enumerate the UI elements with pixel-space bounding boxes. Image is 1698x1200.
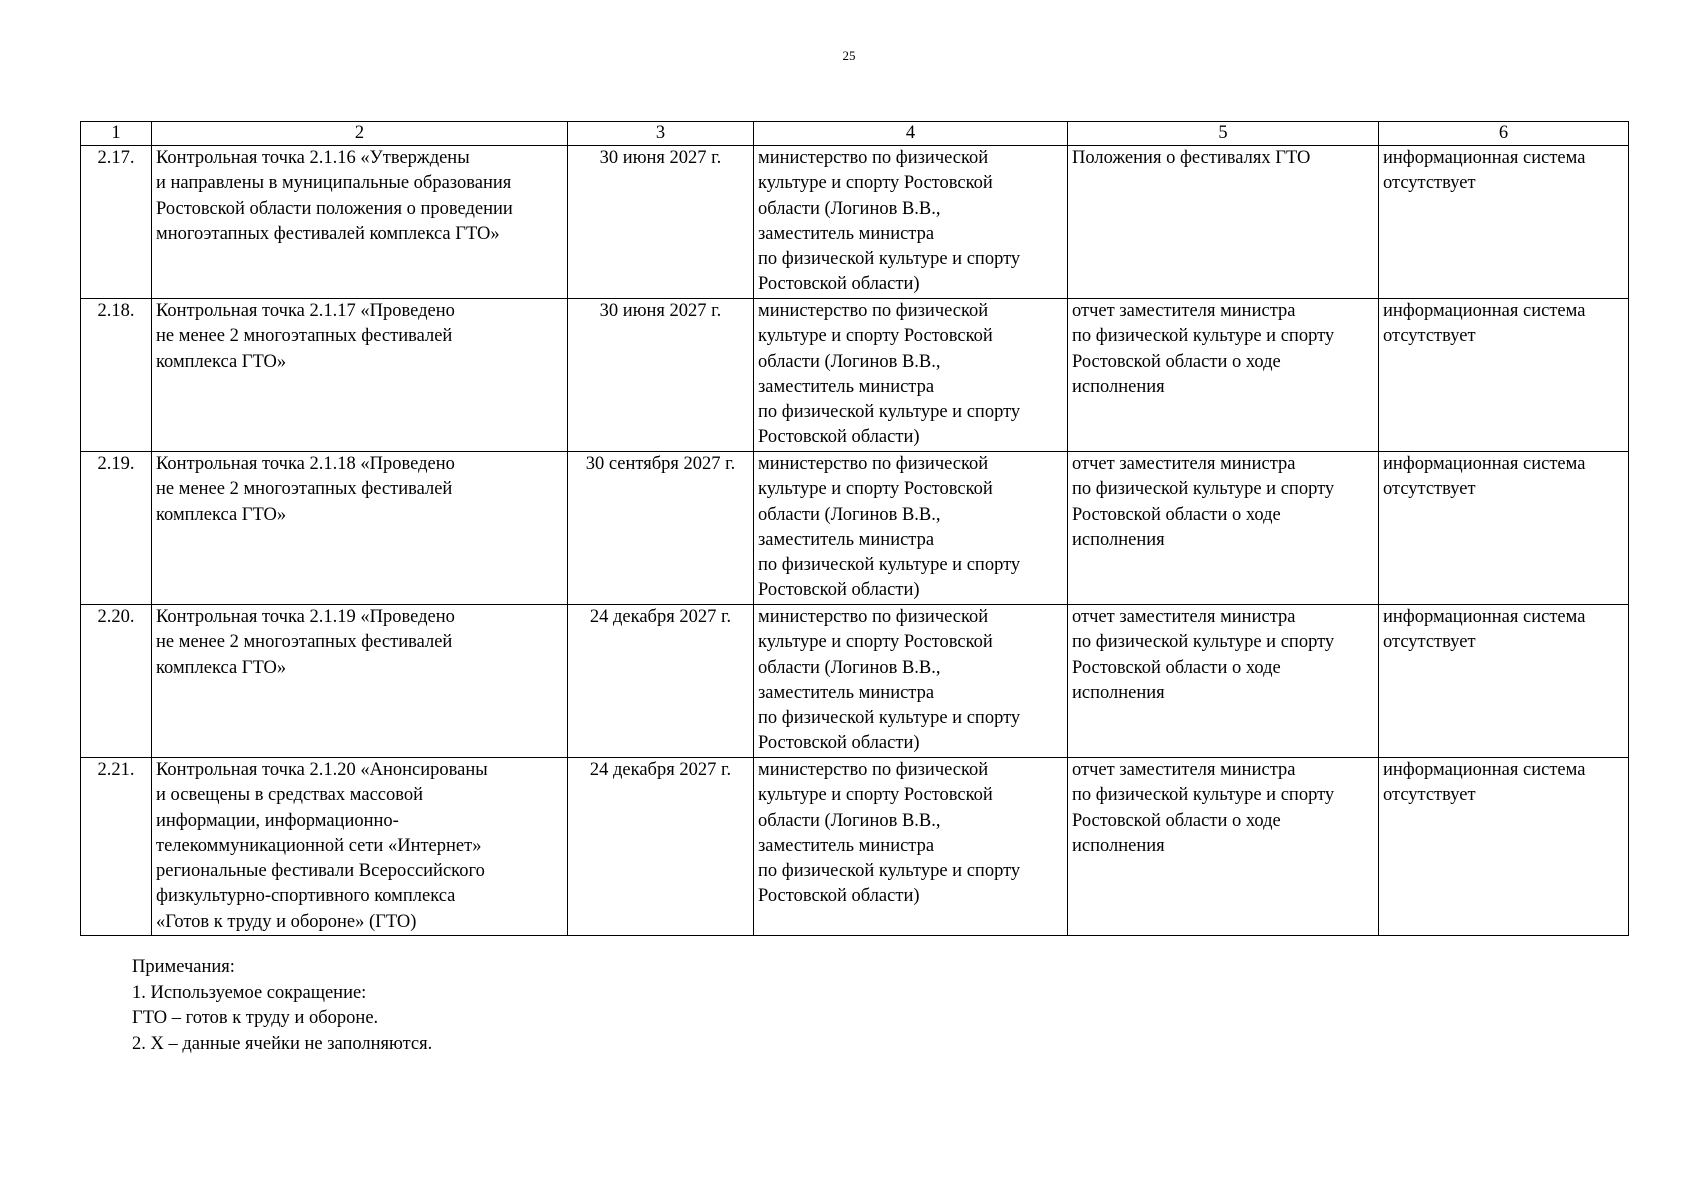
row-number: 2.18. xyxy=(81,299,152,452)
row-event: Контрольная точка 2.1.17 «Проведено не менее 2 многоэтапных фестивалей комплекса ГТО» xyxy=(152,299,568,452)
row-event: Контрольная точка 2.1.19 «Проведено не менее 2 многоэтапных фестивалей комплекса ГТО» xyxy=(152,605,568,758)
row-result: отчет заместителя министра по физической культуре и спорту Ростовской области о ходе исполнения xyxy=(1068,758,1379,936)
row-responsible: министерство по физической культуре и спорту Ростовской области (Логинов В.В., заместитель министра по физической культуре и спорту Ростовской области) xyxy=(754,605,1068,758)
header-cell-5: 5 xyxy=(1068,122,1379,146)
note-line: 2. Х – данные ячейки не заполняются. xyxy=(132,1033,433,1054)
note-line: 1. Используемое сокращение: xyxy=(132,982,367,1003)
row-result: отчет заместителя министра по физической культуре и спорту Ростовской области о ходе исполнения xyxy=(1068,605,1379,758)
row-number: 2.19. xyxy=(81,452,152,605)
header-cell-2: 2 xyxy=(152,122,568,146)
page-number: 25 xyxy=(842,48,856,63)
row-system: информационная система отсутствует xyxy=(1379,605,1629,758)
row-system: информационная система отсутствует xyxy=(1379,299,1629,452)
notes-title: Примечания: xyxy=(132,957,235,977)
row-date: 24 декабря 2027 г. xyxy=(568,758,754,936)
row-responsible: министерство по физической культуре и спорту Ростовской области (Логинов В.В., заместитель министра по физической культуре и спорту Ростовской области) xyxy=(754,299,1068,452)
row-date: 30 июня 2027 г. xyxy=(568,146,754,299)
control-points-table xyxy=(80,121,1629,936)
row-responsible: министерство по физической культуре и спорту Ростовской области (Логинов В.В., заместитель министра по физической культуре и спорту Ростовской области) xyxy=(754,146,1068,299)
header-cell-1: 1 xyxy=(81,122,152,146)
row-responsible: министерство по физической культуре и спорту Ростовской области (Логинов В.В., заместитель министра по физической культуре и спорту Ростовской области) xyxy=(754,758,1068,936)
row-result: отчет заместителя министра по физической культуре и спорту Ростовской области о ходе исполнения xyxy=(1068,299,1379,452)
row-number: 2.20. xyxy=(81,605,152,758)
row-result: Положения о фестивалях ГТО xyxy=(1068,146,1379,299)
table-header-row xyxy=(81,122,1629,146)
row-event: Контрольная точка 2.1.20 «Анонсированы и освещены в средствах массовой информации, информационно- телекоммуникационной сети «Интернет» региональные фестивали Всероссийского физкультурно-спортивного комплекса «Готов к труду и обороне» (ГТО) xyxy=(152,758,568,936)
table-row xyxy=(81,299,1629,452)
row-system: информационная система отсутствует xyxy=(1379,452,1629,605)
header-cell-6: 6 xyxy=(1379,122,1629,146)
row-number: 2.21. xyxy=(81,758,152,936)
row-date: 30 июня 2027 г. xyxy=(568,299,754,452)
table-row xyxy=(81,605,1629,758)
row-date: 30 сентября 2027 г. xyxy=(568,452,754,605)
row-number: 2.17. xyxy=(81,146,152,299)
table-row xyxy=(81,146,1629,299)
notes-block xyxy=(132,955,432,1057)
table-row xyxy=(81,452,1629,605)
note-line: ГТО – готов к труду и обороне. xyxy=(132,1008,379,1028)
row-result: отчет заместителя министра по физической культуре и спорту Ростовской области о ходе исполнения xyxy=(1068,452,1379,605)
row-date: 24 декабря 2027 г. xyxy=(568,605,754,758)
row-system: информационная система отсутствует xyxy=(1379,758,1629,936)
row-event: Контрольная точка 2.1.18 «Проведено не менее 2 многоэтапных фестивалей комплекса ГТО» xyxy=(152,452,568,605)
table-row xyxy=(81,758,1629,936)
row-responsible: министерство по физической культуре и спорту Ростовской области (Логинов В.В., заместитель министра по физической культуре и спорту Ростовской области) xyxy=(754,452,1068,605)
header-cell-3: 3 xyxy=(568,122,754,146)
row-event: Контрольная точка 2.1.16 «Утверждены и направлены в муниципальные образования Ростовской области положения о проведении многоэтапных фестивалей комплекса ГТО» xyxy=(152,146,568,299)
header-cell-4: 4 xyxy=(754,122,1068,146)
row-system: информационная система отсутствует xyxy=(1379,146,1629,299)
